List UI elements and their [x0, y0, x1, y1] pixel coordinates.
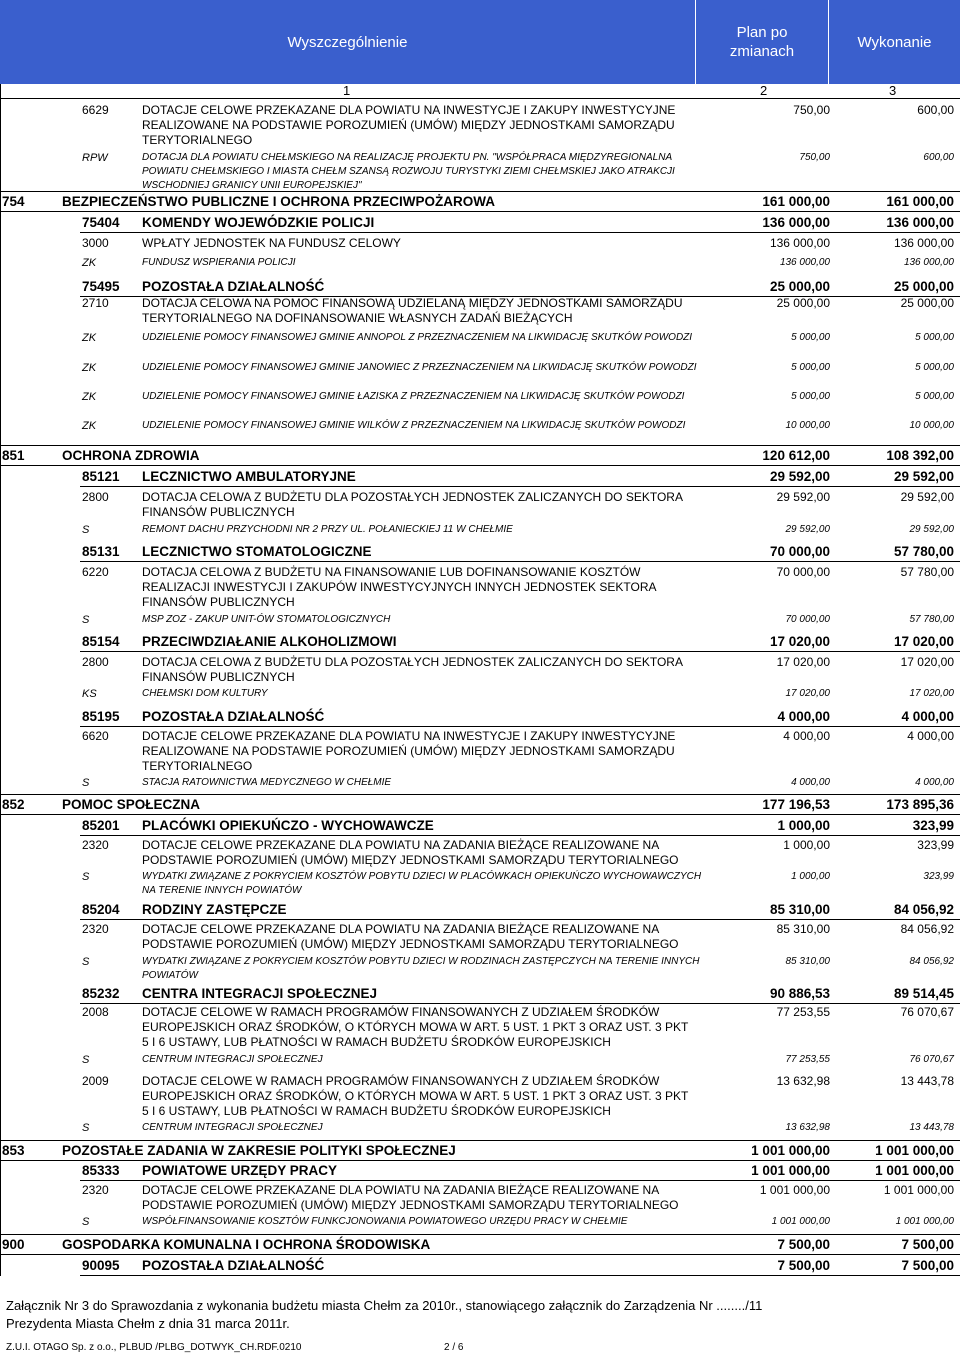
row-description: DOTACJE CELOWE PRZEKAZANE DLA POWIATU NA ZADANIA BIEŻĄCE REALIZOWANE NA PODSTAWIE POROZUMIEŃ (UMÓW) MIĘDZY JEDNOSTKAMI SAMORZĄDU TERYTORIALNEGO [142, 838, 679, 867]
row-description: UDZIELENIE POMOCY FINANSOWEJ GMINIE JANOWIEC Z PRZEZNACZENIEM NA LIKWIDACJĘ SKUTKÓW POWODZI [142, 362, 697, 373]
row-code: 3000 [82, 236, 109, 250]
row-plan-value: 17 020,00 [785, 688, 830, 699]
row-plan-value: 5 000,00 [791, 362, 830, 373]
row-plan-value: 85 310,00 [785, 956, 830, 967]
header-execution: Wykonanie [857, 33, 932, 51]
section-divider [0, 445, 960, 446]
row-execution-value: 1 001 000,00 [875, 1163, 954, 1178]
row-plan-value: 70 000,00 [776, 565, 830, 579]
row-execution-value: 600,00 [917, 103, 954, 117]
row-execution-value: 13 443,78 [909, 1122, 954, 1133]
row-execution-value: 1 001 000,00 [875, 1143, 954, 1158]
row-description: CENTRA INTEGRACJI SPOŁECZNEJ [142, 986, 378, 1001]
row-execution-value: 84 056,92 [900, 922, 954, 936]
row-code: S [82, 524, 90, 536]
row-description: PRZECIWDZIAŁANIE ALKOHOLIZMOWI [142, 634, 397, 649]
row-code: KS [82, 688, 97, 700]
row-plan-value: 750,00 [799, 152, 830, 163]
row-description: LECZNICTWO STOMATOLOGICZNE [142, 544, 372, 559]
row-description: CHEŁMSKI DOM KULTURY [142, 688, 268, 699]
row-code: RPW [82, 152, 108, 164]
row-plan-value: 136 000,00 [762, 215, 830, 230]
row-description: POZOSTAŁA DZIAŁALNOŚĆ [142, 1258, 325, 1273]
row-execution-value: 29 592,00 [893, 469, 954, 484]
row-execution-value: 17 020,00 [893, 634, 954, 649]
row-underline [0, 814, 960, 815]
row-description: DOTACJE CELOWE W RAMACH PROGRAMÓW FINANSOWANYCH Z UDZIAŁEM ŚRODKÓW EUROPEJSKICH ORAZ ŚRODKÓW, O KTÓRYCH MOWA W ART. 5 UST. 1 PKT 3 ORAZ UST. 3 PKT 5 I 6 USTAWY, LUB PŁATNOŚCI W RAMACH BUDŻETU ŚRODKÓW EUROPEJSKICH [142, 1074, 689, 1118]
row-plan-value: 13 632,98 [785, 1122, 830, 1133]
row-description: RODZINY ZASTĘPCZE [142, 902, 287, 917]
row-code: 85154 [82, 634, 120, 649]
row-code: 2800 [82, 490, 109, 504]
row-execution-value: 13 443,78 [900, 1074, 954, 1088]
row-code: 90095 [82, 1258, 120, 1273]
row-execution-value: 4 000,00 [915, 777, 954, 788]
footer-note: Załącznik Nr 3 do Sprawozdania z wykonania budżetu miasta Chełm za 2010r., stanowiącego załącznik do Zarządzenia Nr ......../11 [6, 1298, 763, 1313]
row-plan-value: 70 000,00 [769, 544, 830, 559]
row-plan-value: 1 001 000,00 [759, 1183, 830, 1197]
row-code: ZK [82, 391, 97, 403]
section-divider [0, 1140, 960, 1141]
row-code: 754 [2, 194, 25, 209]
row-plan-value: 17 020,00 [769, 634, 830, 649]
section-divider [0, 1234, 960, 1235]
row-plan-value: 70 000,00 [785, 614, 830, 625]
row-underline [80, 561, 960, 562]
column-number-3: 3 [889, 83, 897, 98]
table-header [0, 0, 960, 84]
row-plan-value: 136 000,00 [779, 257, 830, 268]
row-plan-value: 90 886,53 [769, 986, 830, 1001]
row-code: 851 [2, 448, 25, 463]
row-execution-value: 136 000,00 [886, 215, 954, 230]
row-code: ZK [82, 257, 97, 269]
table-border-left [0, 84, 1, 1276]
row-plan-value: 85 310,00 [776, 922, 830, 936]
row-plan-value: 4 000,00 [791, 777, 830, 788]
row-plan-value: 1 000,00 [783, 838, 830, 852]
row-execution-value: 25 000,00 [893, 279, 954, 294]
row-plan-value: 29 592,00 [785, 524, 830, 535]
row-plan-value: 5 000,00 [791, 332, 830, 343]
row-plan-value: 750,00 [793, 103, 830, 117]
row-execution-value: 108 392,00 [886, 448, 954, 463]
row-code: ZK [82, 362, 97, 374]
row-code: 900 [2, 1237, 25, 1252]
row-execution-value: 84 056,92 [893, 902, 954, 917]
row-description: DOTACJA CELOWA Z BUDŻETU NA FINANSOWANIE LUB DOFINANSOWANIE KOSZTÓW REALIZACJI INWESTYCJI I ZAKUPÓW INWESTYCYJNYCH INNYCH JEDNOSTEK SEKTORA FINANSÓW PUBLICZNYCH [142, 565, 656, 609]
row-plan-value: 1 001 000,00 [751, 1163, 830, 1178]
row-description: UDZIELENIE POMOCY FINANSOWEJ GMINIE ŁAZISKA Z PRZEZNACZENIEM NA LIKWIDACJĘ SKUTKÓW POWODZI [142, 391, 685, 402]
row-code: 85204 [82, 902, 120, 917]
row-code: 85131 [82, 544, 120, 559]
row-plan-value: 25 000,00 [776, 296, 830, 310]
row-description: DOTACJE CELOWE W RAMACH PROGRAMÓW FINANSOWANYCH Z UDZIAŁEM ŚRODKÓW EUROPEJSKICH ORAZ ŚRODKÓW, O KTÓRYCH MOWA W ART. 5 UST. 1 PKT 3 ORAZ UST. 3 PKT 5 I 6 USTAWY, LUB PŁATNOŚCI W RAMACH BUDŻETU ŚRODKÓW EUROPEJSKICH [142, 1005, 689, 1049]
row-code: S [82, 871, 90, 883]
row-code: 2009 [82, 1074, 109, 1088]
row-underline [80, 919, 960, 920]
footer-note-2: Prezydenta Miasta Chełm z dnia 31 marca 2011r. [6, 1316, 290, 1331]
row-plan-value: 5 000,00 [791, 391, 830, 402]
row-plan-value: 29 592,00 [776, 490, 830, 504]
row-underline [80, 1180, 960, 1181]
row-description: DOTACJE CELOWE PRZEKAZANE DLA POWIATU NA INWESTYCJE I ZAKUPY INWESTYCYJNE REALIZOWANE NA PODSTAWIE POROZUMIEŃ (UMÓW) MIĘDZY JEDNOSTKAMI SAMORZĄDU TERYTORIALNEGO [142, 103, 676, 147]
row-plan-value: 161 000,00 [762, 194, 830, 209]
row-underline [0, 211, 960, 212]
footer-source: Z.U.I. OTAGO Sp. z o.o., PLBUD /PLBG_DOTWYK_CH.RDF.0210 [6, 1342, 302, 1353]
row-code: 2320 [82, 1183, 109, 1197]
row-execution-value: 5 000,00 [915, 362, 954, 373]
row-execution-value: 323,99 [923, 871, 954, 882]
row-execution-value: 25 000,00 [900, 296, 954, 310]
row-plan-value: 177 196,53 [762, 797, 830, 812]
row-plan-value: 7 500,00 [777, 1258, 830, 1273]
row-underline [0, 1160, 960, 1161]
row-code: 852 [2, 797, 25, 812]
row-execution-value: 4 000,00 [907, 729, 954, 743]
row-code: 6629 [82, 103, 109, 117]
row-description: UDZIELENIE POMOCY FINANSOWEJ GMINIE ANNOPOL Z PRZEZNACZENIEM NA LIKWIDACJĘ SKUTKÓW POWODZI [142, 332, 693, 343]
row-code: S [82, 614, 90, 626]
row-plan-value: 7 500,00 [777, 1237, 830, 1252]
row-underline [80, 726, 960, 727]
row-underline [80, 835, 960, 836]
row-description: LECZNICTWO AMBULATORYJNE [142, 469, 356, 484]
row-description: DOTACJA CELOWA NA POMOC FINANSOWĄ UDZIELANĄ MIĘDZY JEDNOSTKAMI SAMORZĄDU TERYTORIALNEGO NA DOFINANSOWANIE WŁASNYCH ZADAŃ BIEŻĄCYCH [142, 296, 683, 325]
row-execution-value: 323,99 [912, 818, 954, 833]
row-execution-value: 76 070,67 [900, 1005, 954, 1019]
row-execution-value: 136 000,00 [893, 236, 954, 250]
row-underline [80, 1003, 960, 1004]
row-plan-value: 29 592,00 [769, 469, 830, 484]
row-description: MSP ZOZ - ZAKUP UNIT-ÓW STOMATOLOGICZNYCH [142, 614, 391, 625]
row-code: 75495 [82, 279, 120, 294]
header-description: Wyszczególnienie [287, 33, 408, 51]
row-underline [0, 1254, 960, 1255]
row-underline [80, 1275, 960, 1276]
row-plan-value: 120 612,00 [762, 448, 830, 463]
row-underline [80, 232, 960, 233]
row-plan-value: 77 253,55 [785, 1054, 830, 1065]
row-execution-value: 29 592,00 [909, 524, 954, 535]
row-description: POMOC SPOŁECZNA [62, 797, 201, 812]
row-description: CENTRUM INTEGRACJI SPOŁECZNEJ [142, 1054, 323, 1065]
row-code: 2008 [82, 1005, 109, 1019]
section-divider [0, 794, 960, 795]
row-plan-value: 25 000,00 [769, 279, 830, 294]
row-description: PLACÓWKI OPIEKUŃCZO - WYCHOWAWCZE [142, 818, 434, 833]
row-code: 85201 [82, 818, 120, 833]
row-underline [80, 651, 960, 652]
row-underline [0, 465, 960, 466]
header-plan: Plan po zmianach [729, 24, 795, 60]
row-code: 75404 [82, 215, 120, 230]
row-plan-value: 4 000,00 [777, 709, 830, 724]
row-description: BEZPIECZEŃSTWO PUBLICZNE I OCHRONA PRZECIWPOŻAROWA [62, 194, 495, 209]
row-execution-value: 1 001 000,00 [895, 1216, 954, 1227]
row-plan-value: 77 253,55 [776, 1005, 830, 1019]
row-underline [80, 486, 960, 487]
row-code: ZK [82, 332, 97, 344]
row-description: CENTRUM INTEGRACJI SPOŁECZNEJ [142, 1122, 323, 1133]
row-plan-value: 1 001 000,00 [771, 1216, 830, 1227]
row-description: UDZIELENIE POMOCY FINANSOWEJ GMINIE WILKÓW Z PRZEZNACZENIEM NA LIKWIDACJĘ SKUTKÓW POWODZI [142, 420, 686, 431]
row-execution-value: 57 780,00 [893, 544, 954, 559]
page-number: 2 / 6 [444, 1342, 464, 1353]
row-execution-value: 10 000,00 [909, 420, 954, 431]
row-plan-value: 10 000,00 [785, 420, 830, 431]
row-code: 2320 [82, 922, 109, 936]
row-execution-value: 7 500,00 [901, 1237, 954, 1252]
row-plan-value: 136 000,00 [769, 236, 830, 250]
column-numbers [0, 84, 960, 99]
row-execution-value: 136 000,00 [903, 257, 954, 268]
row-execution-value: 17 020,00 [909, 688, 954, 699]
row-code: 6620 [82, 729, 109, 743]
row-description: POZOSTAŁE ZADANIA W ZAKRESIE POLITYKI SPOŁECZNEJ [62, 1143, 456, 1158]
row-description: DOTACJE CELOWE PRZEKAZANE DLA POWIATU NA INWESTYCJE I ZAKUPY INWESTYCYJNE REALIZOWANE NA PODSTAWIE POROZUMIEŃ (UMÓW) MIĘDZY JEDNOSTKAMI SAMORZĄDU TERYTORIALNEGO [142, 729, 676, 773]
row-description: POZOSTAŁA DZIAŁALNOŚĆ [142, 279, 325, 294]
row-description: POWIATOWE URZĘDY PRACY [142, 1163, 338, 1178]
row-description: REMONT DACHU PRZYCHODNI NR 2 PRZY UL. POŁANIECKIEJ 11 W CHEŁMIE [142, 524, 513, 535]
row-plan-value: 13 632,98 [776, 1074, 830, 1088]
row-description: WSPÓŁFINANSOWANIE KOSZTÓW FUNKCJONOWANIA POWIATOWEGO URZĘDU PRACY W CHEŁMIE [142, 1216, 628, 1227]
row-description: DOTACJA CELOWA Z BUDŻETU DLA POZOSTAŁYCH JEDNOSTEK ZALICZANYCH DO SEKTORA FINANSÓW PUBLICZNYCH [142, 490, 683, 519]
row-code: 85195 [82, 709, 120, 724]
row-description: GOSPODARKA KOMUNALNA I OCHRONA ŚRODOWISKA [62, 1237, 431, 1252]
row-code: S [82, 1122, 90, 1134]
row-execution-value: 161 000,00 [886, 194, 954, 209]
row-code: 2710 [82, 296, 109, 310]
row-code: 85333 [82, 1163, 120, 1178]
column-number-1: 1 [343, 83, 351, 98]
row-execution-value: 57 780,00 [909, 614, 954, 625]
row-code: S [82, 777, 90, 789]
row-execution-value: 89 514,45 [893, 986, 954, 1001]
row-execution-value: 5 000,00 [915, 391, 954, 402]
row-plan-value: 1 000,00 [791, 871, 830, 882]
row-description: WYDATKI ZWIĄZANE Z POKRYCIEM KOSZTÓW POBYTU DZIECI W RODZINACH ZASTĘPCZYCH NA TERENIE INNYCH POWIATÓW [142, 956, 700, 981]
row-execution-value: 84 056,92 [909, 956, 954, 967]
row-description: DOTACJA DLA POWIATU CHEŁMSKIEGO NA REALIZACJĘ PROJEKTU PN. "WSPÓŁPRACA MIĘDZYREGIONALNA POWIATU CHEŁMSKIEGO I MIASTA CHEŁM SZANSĄ ROZWOJU TURYSTYKI ZIEMI CHEŁMSKIEJ JAKO ATRAKCJI WSCHODNIEJ GRANICY UNII EUROPEJSKIEJ" [142, 152, 675, 191]
row-execution-value: 1 001 000,00 [883, 1183, 954, 1197]
row-plan-value: 17 020,00 [776, 655, 830, 669]
row-description: DOTACJE CELOWE PRZEKAZANE DLA POWIATU NA ZADANIA BIEŻĄCE REALIZOWANE NA PODSTAWIE POROZUMIEŃ (UMÓW) MIĘDZY JEDNOSTKAMI SAMORZĄDU TERYTORIALNEGO [142, 922, 679, 951]
row-description: WYDATKI ZWIĄZANE Z POKRYCIEM KOSZTÓW POBYTU DZIECI W PLACÓWKACH OPIEKUŃCZO WYCHOWAWCZYCH NA TERENIE INNYCH POWIATÓW [142, 871, 702, 896]
row-description: POZOSTAŁA DZIAŁALNOŚĆ [142, 709, 325, 724]
row-execution-value: 17 020,00 [900, 655, 954, 669]
row-execution-value: 7 500,00 [901, 1258, 954, 1273]
row-plan-value: 4 000,00 [783, 729, 830, 743]
row-plan-value: 1 000,00 [777, 818, 830, 833]
row-description: OCHRONA ZDROWIA [62, 448, 200, 463]
row-description: DOTACJE CELOWE PRZEKAZANE DLA POWIATU NA ZADANIA BIEŻĄCE REALIZOWANE NA PODSTAWIE POROZUMIEŃ (UMÓW) MIĘDZY JEDNOSTKAMI SAMORZĄDU TERYTORIALNEGO [142, 1183, 679, 1212]
row-description: WPŁATY JEDNOSTEK NA FUNDUSZ CELOWY [142, 236, 401, 250]
row-code: 85232 [82, 986, 120, 1001]
row-plan-value: 85 310,00 [769, 902, 830, 917]
row-code: S [82, 956, 90, 968]
row-code: 853 [2, 1143, 25, 1158]
row-execution-value: 76 070,67 [909, 1054, 954, 1065]
row-description: FUNDUSZ WSPIERANIA POLICJI [142, 257, 296, 268]
section-divider [0, 191, 960, 192]
row-code: S [82, 1054, 90, 1066]
column-number-2: 2 [760, 83, 768, 98]
row-code: ZK [82, 420, 97, 432]
row-execution-value: 5 000,00 [915, 332, 954, 343]
row-execution-value: 29 592,00 [900, 490, 954, 504]
row-code: 2320 [82, 838, 109, 852]
row-execution-value: 4 000,00 [901, 709, 954, 724]
row-code: 2800 [82, 655, 109, 669]
row-execution-value: 600,00 [923, 152, 954, 163]
row-execution-value: 323,99 [917, 838, 954, 852]
row-description: STACJA RATOWNICTWA MEDYCZNEGO W CHEŁMIE [142, 777, 392, 788]
row-code: 85121 [82, 469, 120, 484]
row-execution-value: 173 895,36 [886, 797, 954, 812]
row-code: 6220 [82, 565, 109, 579]
row-execution-value: 57 780,00 [900, 565, 954, 579]
row-description: DOTACJA CELOWA Z BUDŻETU DLA POZOSTAŁYCH JEDNOSTEK ZALICZANYCH DO SEKTORA FINANSÓW PUBLICZNYCH [142, 655, 683, 684]
row-code: S [82, 1216, 90, 1228]
row-plan-value: 1 001 000,00 [751, 1143, 830, 1158]
row-description: KOMENDY WOJEWÓDZKIE POLICJI [142, 215, 375, 230]
